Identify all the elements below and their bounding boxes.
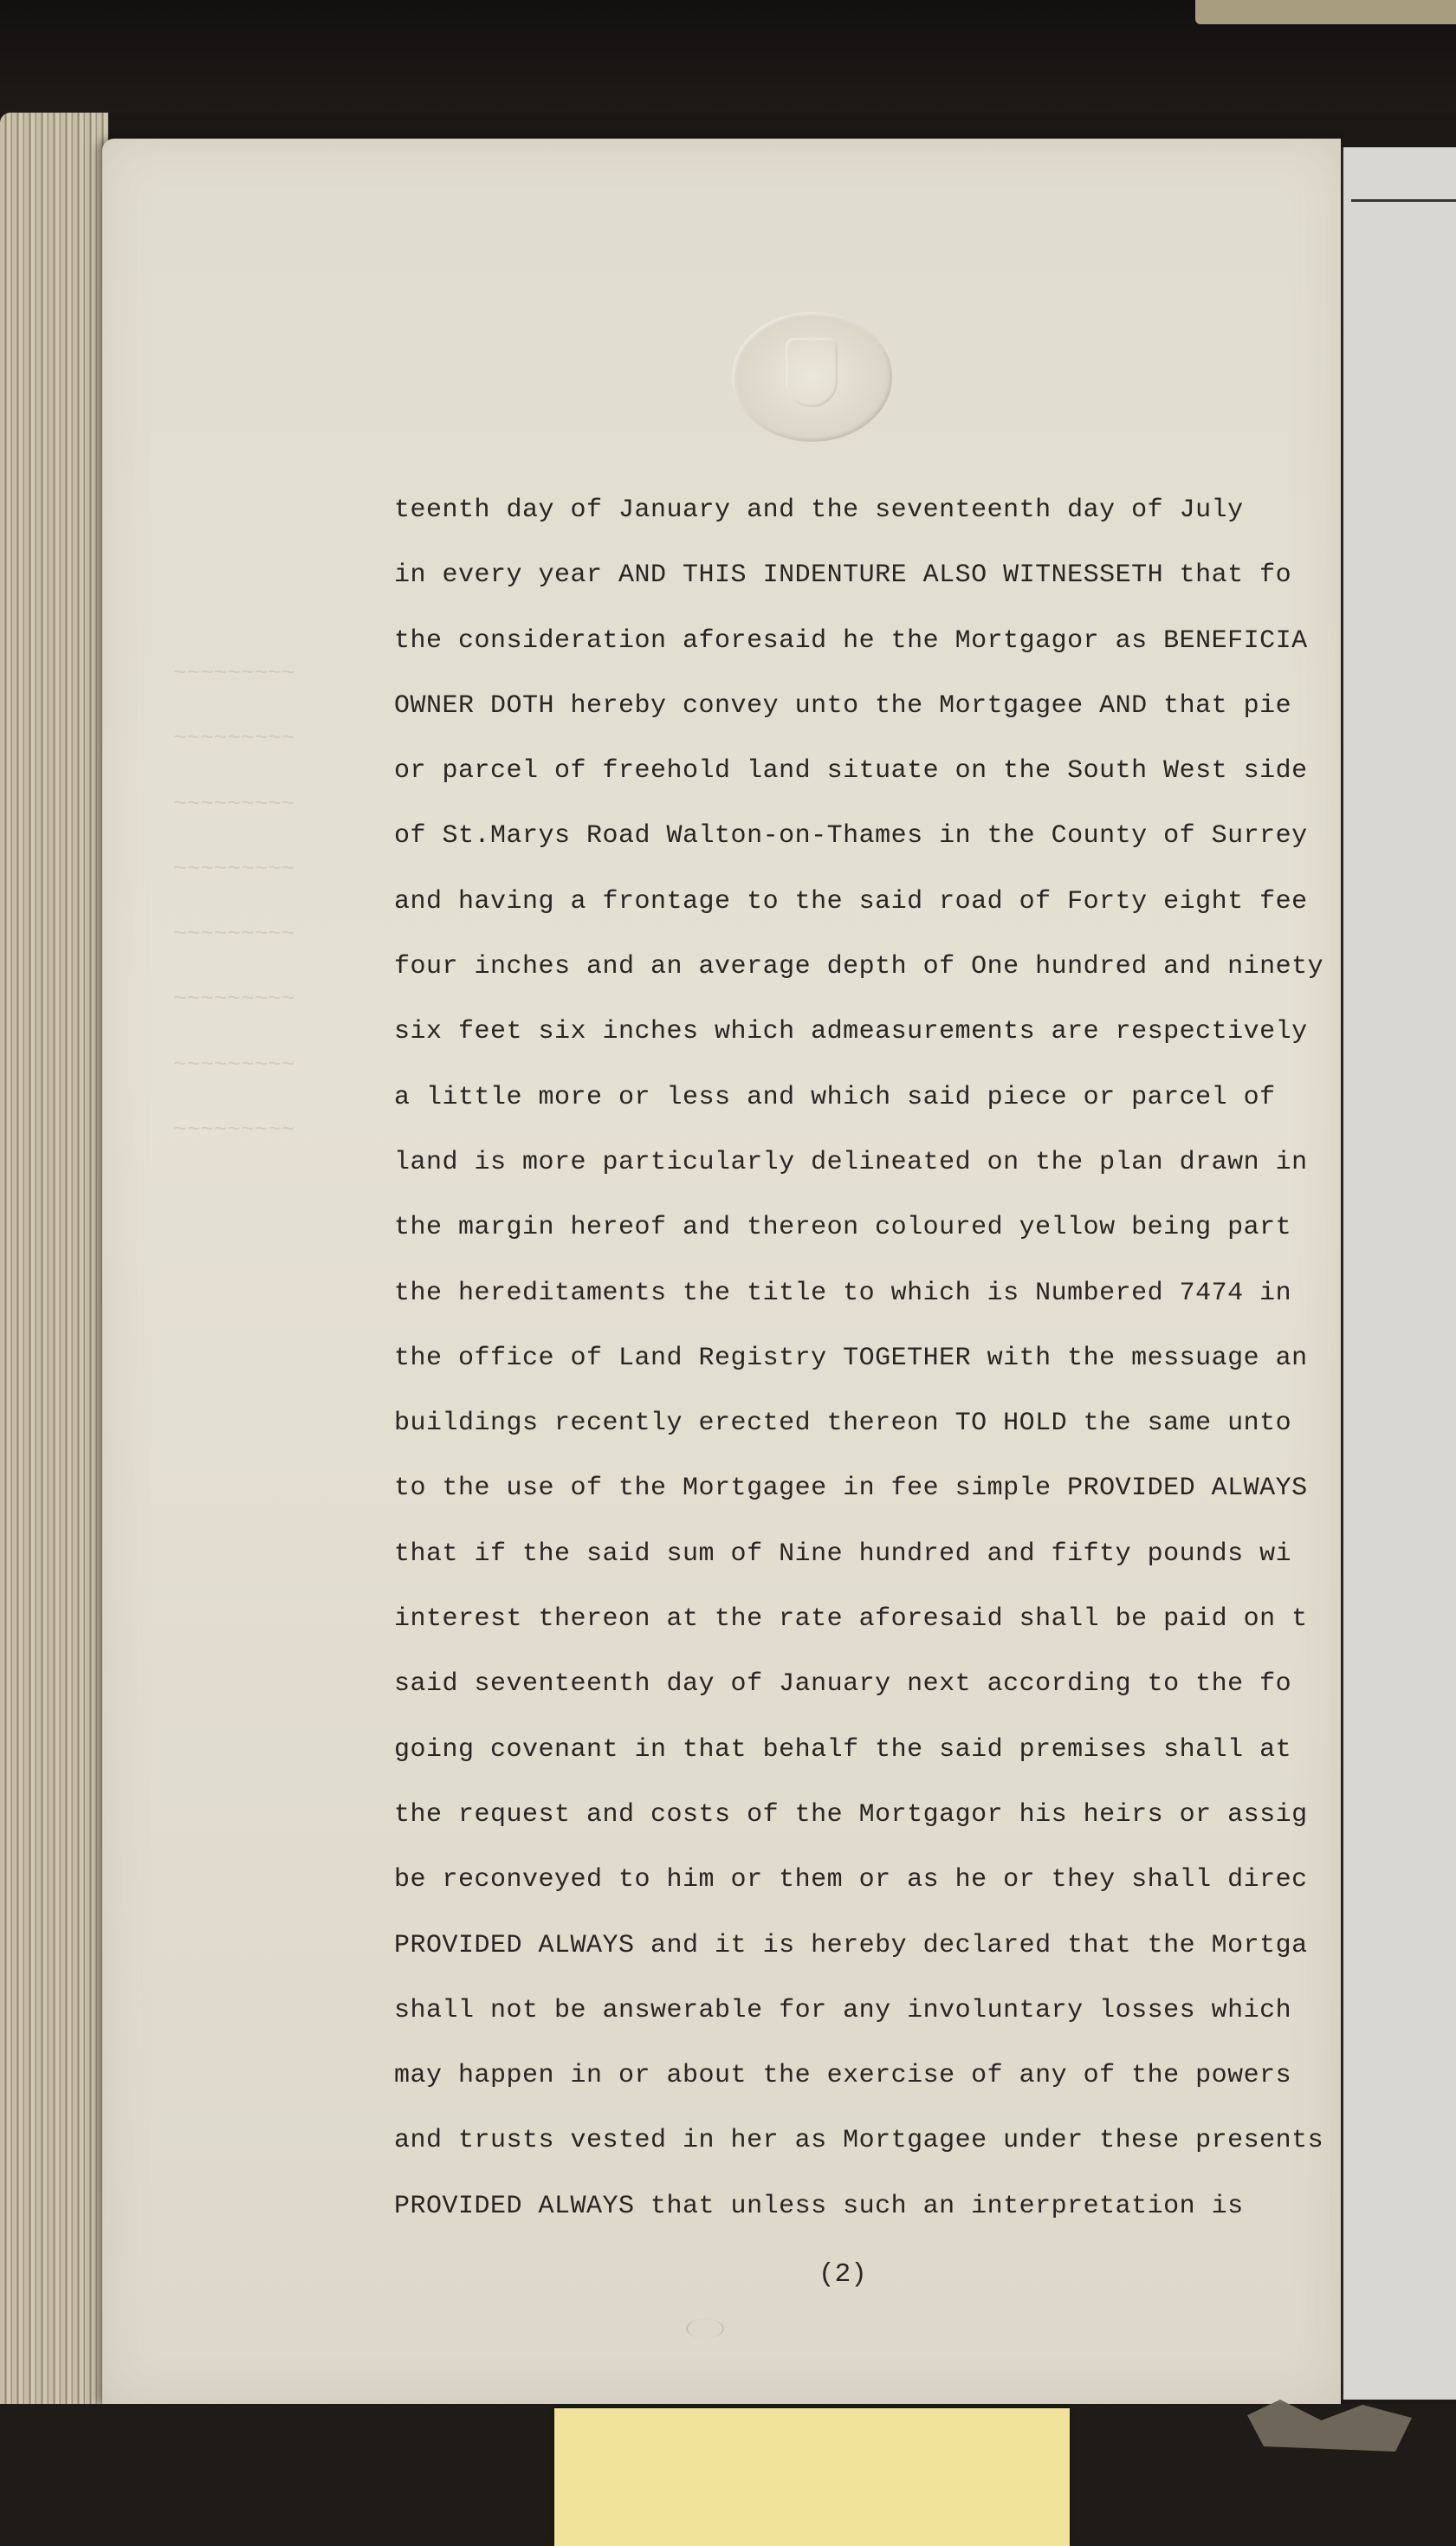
text-line: and trusts vested in her as Mortgagee under these presents: [394, 2126, 1324, 2156]
text-line: shall not be answerable for any involuntary losses which: [394, 1995, 1292, 2025]
book-page-edges: [0, 113, 108, 2417]
text-line: the hereditaments the title to which is Numbered 7474 in: [394, 1278, 1292, 1308]
text-line: the consideration aforesaid he the Mortgagor as BENEFICIA: [394, 625, 1308, 656]
text-line: said seventeenth day of January next according to the fo: [394, 1669, 1292, 1700]
text-line: that if the said sum of Nine hundred and fifty pounds wi: [394, 1539, 1292, 1569]
text-line: in every year AND THIS INDENTURE ALSO WITNESSETH that fo: [394, 560, 1292, 591]
text-line: or parcel of freehold land situate on the South West side: [394, 756, 1308, 787]
deed-text-block: [394, 497, 1341, 2258]
seal-shield-icon: [786, 338, 838, 407]
text-line: going covenant in that behalf the said premises shall at: [394, 1734, 1292, 1765]
text-line: may happen in or about the exercise of any of the powers: [394, 2061, 1292, 2091]
text-line: and having a frontage to the said road of Forty eight fee: [394, 886, 1308, 917]
text-line: buildings recently erected thereon TO HOLD the same unto: [394, 1409, 1292, 1439]
show-through-text: ~~~~~~~~~ ~~~~~~~~~ ~~~~~~~~~ ~~~~~~~~~ ~~~~~~~~~ ~~~~~~~~~ ~~~~~~~~~ ~~~~~~~~~: [173, 660, 295, 1143]
text-line: of St.Marys Road Walton-on-Thames in the County of Surrey: [394, 821, 1308, 852]
text-line: teenth day of January and the seventeenth day of July: [394, 497, 1244, 525]
text-line: the office of Land Registry TOGETHER with the messuage an: [394, 1343, 1308, 1373]
adjacent-sheet: [1341, 147, 1456, 2400]
faint-bracket-mark: [686, 2319, 724, 2338]
text-line: be reconveyed to him or them or as he or they shall direc: [394, 1865, 1308, 1895]
text-line: OWNER DOTH hereby convey unto the Mortgagee AND that pie: [394, 690, 1292, 721]
text-line: a little more or less and which said piece or parcel of: [394, 1082, 1276, 1112]
text-line: to the use of the Mortgagee in fee simple PROVIDED ALWAYS: [394, 1474, 1308, 1504]
text-line: six feet six inches which admeasurements are respectively: [394, 1017, 1308, 1047]
page-number: (2): [819, 2259, 867, 2290]
adjacent-sheet-rule: [1351, 199, 1456, 202]
text-line: land is more particularly delineated on the plan drawn in: [394, 1147, 1308, 1177]
yellow-paper-slip: [554, 2408, 1070, 2546]
text-line: four inches and an average depth of One hundred and ninety: [394, 952, 1324, 982]
top-paper-tab: [1195, 0, 1456, 24]
text-line: PROVIDED ALWAYS and it is hereby declared that the Mortga: [394, 1930, 1308, 1960]
text-line: interest thereon at the rate aforesaid shall be paid on t: [394, 1604, 1308, 1635]
text-line: the margin hereof and thereon coloured yellow being part: [394, 1213, 1292, 1243]
embossed-seal-icon: [732, 312, 892, 442]
text-line: the request and costs of the Mortgagor his heirs or assig: [394, 1799, 1308, 1830]
text-line: PROVIDED ALWAYS that unless such an interpretation is: [394, 2191, 1244, 2221]
